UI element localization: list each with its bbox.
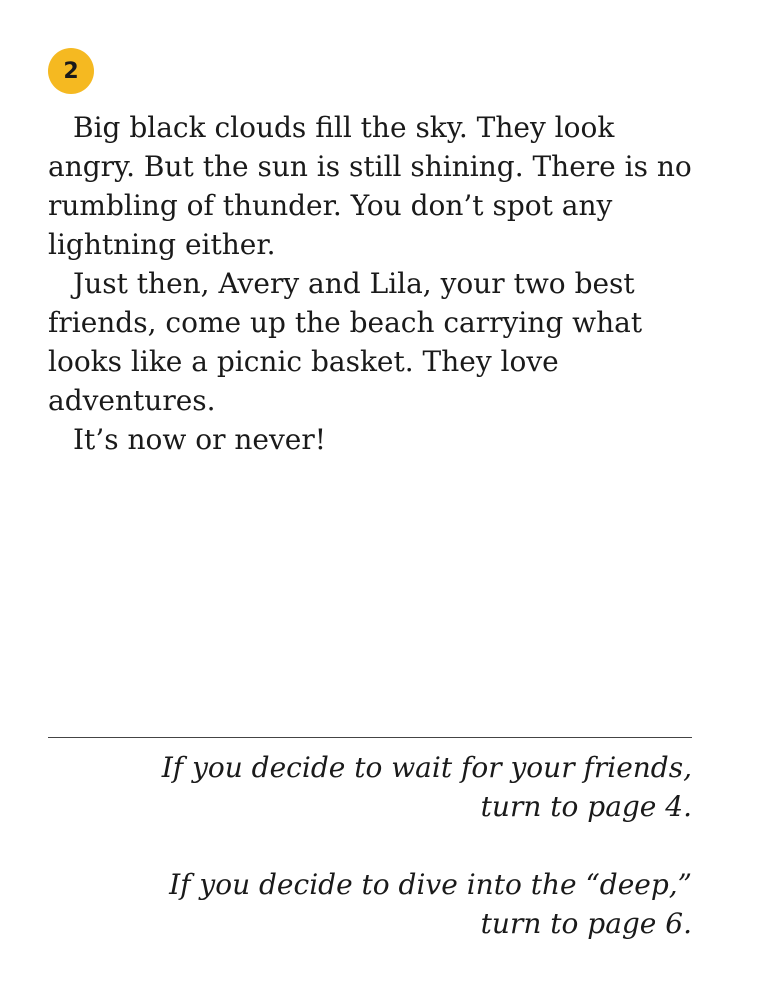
choices-section: [72, 748, 692, 943]
story-paragraph: Big black clouds fill the sky. They look angry. But the sun is still shining. There is no rumbling of thunder. You don’t spot any lightning either.: [48, 111, 692, 261]
choice-condition: If you decide to dive into the “deep,”: [169, 868, 692, 901]
choice-instruction: turn to page 6.: [480, 907, 692, 940]
choice-wait: [72, 748, 692, 826]
story-paragraph: Just then, Avery and Lila, your two best friends, come up the beach carrying what looks like a picnic basket. They love adventures.: [48, 267, 643, 417]
story-text: [48, 108, 708, 459]
choice-condition: If you decide to wait for your friends,: [161, 751, 692, 784]
page-number-badge: 2: [48, 48, 94, 94]
choice-instruction: turn to page 4.: [480, 790, 692, 823]
choice-dive: [72, 865, 692, 943]
story-paragraph: It’s now or never!: [73, 423, 327, 456]
divider-line: [48, 737, 692, 738]
